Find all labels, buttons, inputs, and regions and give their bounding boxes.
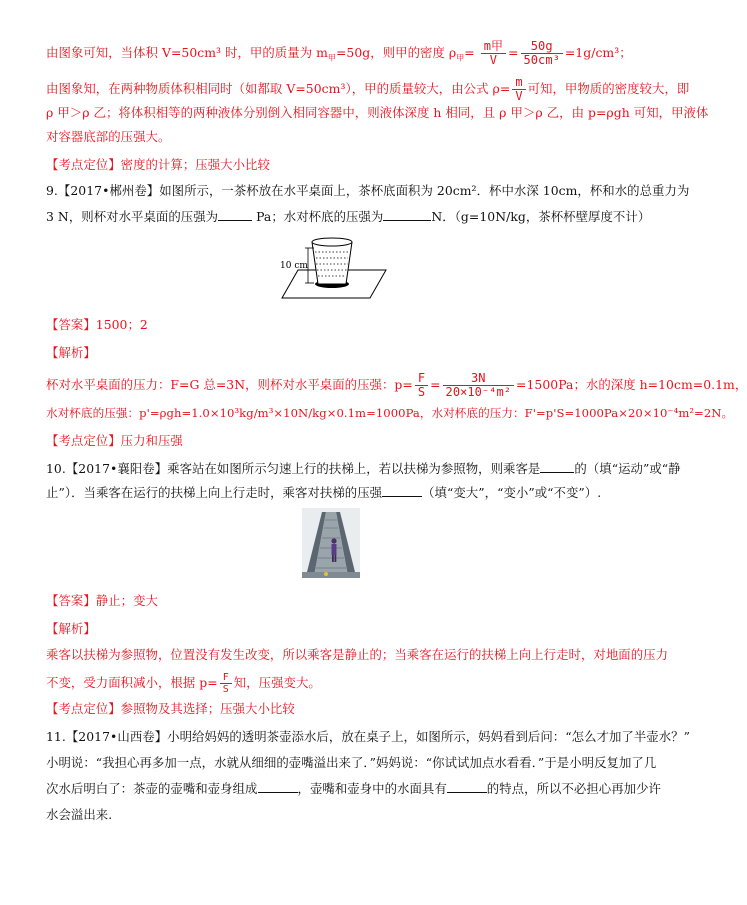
q11-line-1: 11.【2017•山西卷】小明给妈妈的透明茶壶添水后，放在桌子上，如图所示，妈妈看到后问：“怎么才加了半壶水？” [46,729,690,744]
topic-tag-3: 【考点定位】参照物及其选择；压强大小比较 [46,701,295,716]
q10-analysis-heading: 【解析】 [46,621,96,636]
answer-blank [447,780,487,793]
q11-line-4: 水会溢出来. [46,807,113,822]
answer-blank [383,208,431,221]
fraction-m-over-v: $\frac{\text{m甲}}{V}$ [481,40,506,67]
cup-rim [312,238,352,246]
q9-line-1: 9.【2017•郴州卷】如图所示，一茶杯放在水平桌面上，茶杯底面积为 20cm²．杯中水深 10cm，杯和水的总重力为 [46,183,690,198]
q9-analysis-heading: 【解析】 [46,345,96,360]
analysis-line-2: 由图象知，在两种物质体积相同时（如都取 V=50cm³），甲的质量较大，由公式 ρ= $\frac{m}{V}$ 可知，甲物质的密度较大，即 [46,75,690,103]
analysis-line-1: 由图象可知，当体积 V=50cm³ 时，甲的质量为 $m_甲=50g$，则甲的密度 $\rho_甲=$ $\frac{\text{m甲}}{V}$ = $\frac{50g}{\text{50cm³}}$ =1g/cm³； [46,39,632,67]
q10-analysis-line-2: 不变，受力面积减小，根据 p= $\frac{F}{S}$ 知，压强变大。 [46,672,321,695]
q9-line-2: 3 N，则杯对水平桌面的压强为 Pa；水对杯底的压强为 N．（g=10N/kg，茶杯杯壁厚度不计） [46,209,651,224]
topic-tag-1: 【考点定位】密度的计算；压强大小比较 [46,157,270,172]
q10-answer: 【答案】静止；变大 [46,593,158,608]
fraction-density: $\frac{m}{V}$ [512,76,525,103]
q9-answer: 【答案】1500；2 [46,317,148,332]
cup-body [312,242,352,284]
fraction-f-over-s: $\frac{F}{S}$ [415,372,428,399]
q9-analysis-line-1: 杯对水平桌面的压力：F=G 总=3N，则杯对水平桌面的压强：p= $\frac{F}{S}$ = $\frac{3N}{\text{20×10⁻⁴m²}}$ =1500Pa；水的深度 h=10cm=0.1m， [46,371,747,399]
escalator-floor [302,572,360,578]
answer-blank [258,780,298,793]
fraction-50g-over-50cm3: $\frac{50g}{\text{50cm³}}$ [521,40,563,67]
analysis-line-4: 对容器底部的压强大。 [46,129,171,144]
q10-analysis-line-1: 乘客以扶梯为参照物，位置没有发生改变，所以乘客是静止的；当乘客在运行的扶梯上向上行走时，对地面的压力 [46,647,669,662]
escalator-figure [302,508,360,578]
q11-line-2: 小明说：“我担心再多加一点，水就从细细的壶嘴溢出来了．”妈妈说：“你试试加点水看看．”于是小明反复加了几 [46,755,657,770]
answer-blank [382,484,422,497]
teacup-figure [278,234,388,300]
fraction-f-over-s: $\frac{F}{S}$ [220,672,232,695]
analysis-line-3: ρ 甲＞ρ 乙；将体积相等的两种液体分别倒入相同容器中，则液体深度 h 相同，且 ρ 甲＞ρ 乙，由 p=ρgh 可知，甲液体 [46,105,709,120]
q9-analysis-line-2: 水对杯底的压强：p'=ρgh=1.0×10³kg/m³×10N/kg×0.1m=1000Pa，水对杯底的压力：F'=p'S=1000Pa×20×10⁻⁴m²=2N。 [46,406,734,420]
answer-blank [218,208,252,221]
q10-line-1: 10.【2017•襄阳卷】乘客站在如图所示匀速上行的扶梯上，若以扶梯为参照物，则乘客是 的（填“运动”或“静 [46,461,681,476]
depth-label: 10 cm [280,261,308,271]
q10-line-2: 止”）．当乘客在运行的扶梯上向上行走时，乘客对扶梯的压强 （填“变大”，“变小”或“不变”）. [46,485,602,500]
topic-tag-2: 【考点定位】压力和压强 [46,433,183,448]
fraction-3n-over-area: $\frac{3N}{\text{20×10⁻⁴m²}}$ [443,372,514,399]
q11-line-3: 次水后明白了：茶壶的壶嘴和壶身组成 ，壶嘴和壶身中的水面具有 的特点，所以不必担心再加少许 [46,781,661,796]
answer-blank [540,460,574,473]
